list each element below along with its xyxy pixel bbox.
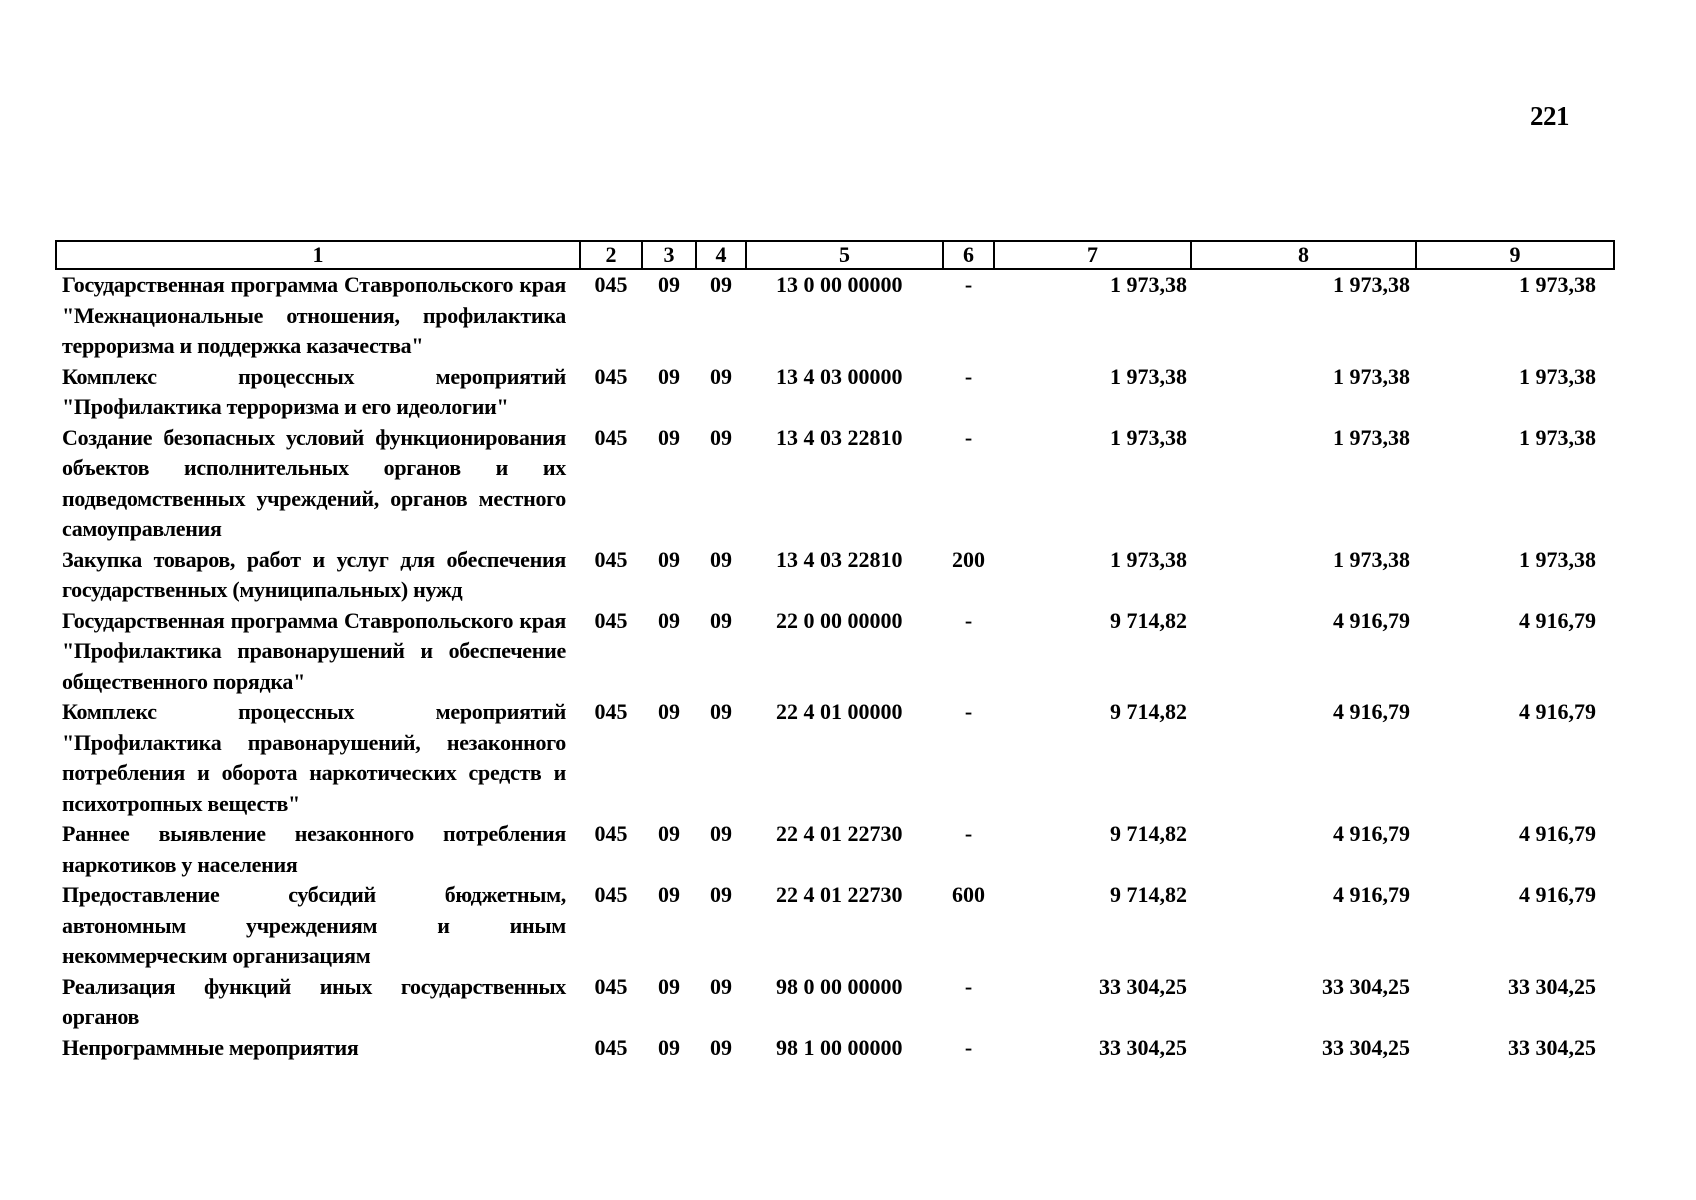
row-name: Создание безопасных условий функционирования объектов исполнительных органов и их подведомственных учреждений, органов местного самоуправления [62, 424, 566, 541]
row-grbs-code: 045 [594, 973, 628, 999]
row-subsection-code: 09 [710, 699, 732, 724]
row-expense-type-code: - [964, 699, 973, 724]
row-amount-col8: 1 973,38 [1333, 546, 1410, 572]
table-row [56, 606, 1614, 698]
row-subsection-code: 09 [710, 272, 732, 297]
row-section-code: 09 [658, 546, 680, 572]
row-amount-col9: 4 916,79 [1519, 882, 1596, 907]
row-target-article-code: 98 1 00 00000 [776, 1034, 903, 1060]
row-target-article-code: 13 4 03 00000 [776, 363, 903, 389]
row-section-code: 09 [658, 973, 680, 999]
table-row [56, 972, 1614, 1033]
row-section-code: 09 [658, 821, 680, 846]
row-name: Государственная программа Ставропольского края "Профилактика правонарушений и обеспечение общественного порядка" [62, 607, 566, 694]
row-target-article-code: 22 4 01 22730 [776, 882, 903, 907]
row-subsection-code: 09 [710, 1034, 732, 1060]
page-number: 221 [1530, 101, 1569, 131]
row-grbs-code: 045 [594, 272, 628, 297]
row-amount-col8: 4 916,79 [1333, 882, 1410, 907]
row-amount-col7: 1 973,38 [1110, 546, 1187, 572]
header-row [56, 241, 1614, 269]
row-amount-col9: 1 973,38 [1519, 272, 1596, 297]
row-subsection-code: 09 [710, 882, 732, 907]
row-expense-type-code: - [964, 272, 973, 297]
row-amount-col7: 9 714,82 [1110, 882, 1187, 907]
row-name: Предоставление субсидий бюджетным, автономным учреждениям и иным некоммерческим организациям [62, 882, 566, 968]
row-expense-type-code: 200 [952, 546, 985, 572]
table-row [56, 545, 1614, 606]
table-row [56, 819, 1614, 880]
column-header-9: 9 [1416, 241, 1614, 269]
row-grbs-code: 045 [594, 607, 628, 633]
row-expense-type-code: 600 [952, 882, 985, 907]
row-amount-col8: 4 916,79 [1333, 699, 1410, 724]
row-expense-type-code: - [964, 821, 973, 846]
row-target-article-code: 22 4 01 00000 [776, 699, 903, 724]
row-amount-col8: 4 916,79 [1333, 821, 1410, 846]
column-header-2: 2 [580, 241, 642, 269]
row-name: Реализация функций иных государственных органов [62, 973, 566, 1029]
row-amount-col7: 1 973,38 [1110, 363, 1187, 389]
row-section-code: 09 [658, 272, 680, 297]
row-section-code: 09 [658, 882, 680, 907]
column-header-6: 6 [943, 241, 994, 269]
row-name: Непрограммные мероприятия [62, 1034, 359, 1060]
table-row [56, 423, 1614, 545]
row-expense-type-code: - [964, 363, 973, 389]
row-grbs-code: 045 [594, 821, 628, 846]
row-name: Раннее выявление незаконного потребления наркотиков у населения [62, 821, 566, 877]
table-body [56, 269, 1614, 1063]
table-row [56, 362, 1614, 423]
row-name: Комплекс процессных мероприятий "Профилактика правонарушений, незаконного потребления и оборота наркотических средств и психотропных веществ" [62, 699, 566, 816]
row-grbs-code: 045 [594, 546, 628, 572]
column-header-1: 1 [56, 241, 580, 269]
table-row [56, 1033, 1614, 1064]
row-grbs-code: 045 [594, 882, 628, 907]
table-row [56, 269, 1614, 362]
row-amount-col7: 9 714,82 [1110, 607, 1187, 633]
row-section-code: 09 [658, 424, 680, 450]
row-amount-col9: 1 973,38 [1519, 546, 1596, 572]
row-amount-col9: 4 916,79 [1519, 607, 1596, 633]
row-target-article-code: 98 0 00 00000 [776, 973, 903, 999]
row-subsection-code: 09 [710, 607, 732, 633]
column-header-3: 3 [642, 241, 696, 269]
row-expense-type-code: - [964, 607, 973, 633]
row-subsection-code: 09 [710, 546, 732, 572]
column-header-7: 7 [994, 241, 1191, 269]
column-header-8: 8 [1191, 241, 1416, 269]
row-amount-col8: 4 916,79 [1333, 607, 1410, 633]
row-expense-type-code: - [964, 1034, 973, 1060]
row-subsection-code: 09 [710, 424, 732, 450]
row-amount-col9: 33 304,25 [1508, 973, 1596, 999]
row-expense-type-code: - [964, 973, 973, 999]
row-expense-type-code: - [964, 424, 973, 450]
row-amount-col8: 33 304,25 [1322, 1034, 1410, 1060]
row-target-article-code: 13 4 03 22810 [776, 546, 903, 572]
row-amount-col7: 1 973,38 [1110, 424, 1187, 450]
row-amount-col7: 9 714,82 [1110, 699, 1187, 724]
column-header-5: 5 [746, 241, 943, 269]
row-amount-col8: 1 973,38 [1333, 424, 1410, 450]
table-row [56, 880, 1614, 972]
row-grbs-code: 045 [594, 1034, 628, 1060]
row-amount-col9: 1 973,38 [1519, 424, 1596, 450]
row-amount-col9: 33 304,25 [1508, 1034, 1596, 1060]
row-amount-col9: 4 916,79 [1519, 821, 1596, 846]
budget-table [55, 240, 1615, 1063]
row-amount-col8: 1 973,38 [1333, 363, 1410, 389]
row-amount-col7: 1 973,38 [1110, 272, 1187, 297]
row-section-code: 09 [658, 699, 680, 724]
row-amount-col8: 33 304,25 [1322, 973, 1410, 999]
row-grbs-code: 045 [594, 699, 628, 724]
row-section-code: 09 [658, 363, 680, 389]
row-grbs-code: 045 [594, 424, 628, 450]
column-header-4: 4 [696, 241, 746, 269]
row-subsection-code: 09 [710, 821, 732, 846]
row-amount-col9: 1 973,38 [1519, 363, 1596, 389]
row-amount-col7: 33 304,25 [1099, 1034, 1187, 1060]
row-subsection-code: 09 [710, 363, 732, 389]
row-name: Закупка товаров, работ и услуг для обеспечения государственных (муниципальных) нужд [62, 546, 566, 602]
row-name: Государственная программа Ставропольского края "Межнациональные отношения, профилактика терроризма и поддержка казачества" [62, 272, 566, 358]
row-target-article-code: 22 0 00 00000 [776, 607, 903, 633]
row-amount-col7: 33 304,25 [1099, 973, 1187, 999]
row-section-code: 09 [658, 1034, 680, 1060]
row-target-article-code: 22 4 01 22730 [776, 821, 903, 846]
row-amount-col7: 9 714,82 [1110, 821, 1187, 846]
row-name: Комплекс процессных мероприятий "Профилактика терроризма и его идеологии" [62, 363, 566, 419]
row-grbs-code: 045 [594, 363, 628, 389]
row-target-article-code: 13 4 03 22810 [776, 424, 903, 450]
row-target-article-code: 13 0 00 00000 [776, 272, 903, 297]
row-subsection-code: 09 [710, 973, 732, 999]
row-amount-col9: 4 916,79 [1519, 699, 1596, 724]
row-amount-col8: 1 973,38 [1333, 272, 1410, 297]
table-row [56, 697, 1614, 819]
row-section-code: 09 [658, 607, 680, 633]
table-header [56, 241, 1614, 269]
